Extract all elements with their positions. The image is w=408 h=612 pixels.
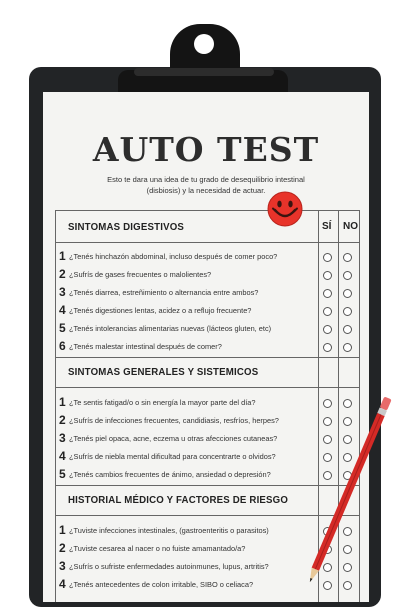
column-header-si: SÍ	[322, 221, 332, 232]
row-divider	[56, 242, 359, 243]
page-subtitle: Esto te dara una idea de tu grado de desequilibrio intestinal (disbiosis) y la necesidad de actuar.	[107, 175, 305, 195]
question-row	[56, 283, 359, 301]
question-number: 5	[59, 467, 66, 481]
section-title-digestivos: SINTOMAS DIGESTIVOS	[68, 221, 185, 233]
questionnaire-table	[55, 210, 360, 602]
smiley-sticker-icon	[267, 191, 303, 227]
answer-si-radio[interactable]	[323, 563, 332, 572]
answer-si-radio[interactable]	[323, 399, 332, 408]
question-number: 3	[59, 559, 66, 573]
clipboard-clip-hole	[194, 34, 214, 54]
question-text: ¿Te sentis fatigad/o o sin energía la mayor parte del día?	[69, 398, 256, 407]
test-sheet	[43, 92, 369, 602]
answer-no-radio[interactable]	[343, 453, 352, 462]
question-number: 2	[59, 413, 66, 427]
question-text: ¿Tenés intolerancias alimentarias nuevas (lácteos gluten, etc)	[69, 324, 272, 333]
question-text: ¿Tenés antecedentes de colon irritable, SIBO o celiaca?	[69, 580, 254, 589]
question-number: 3	[59, 431, 66, 445]
answer-si-radio[interactable]	[323, 271, 332, 280]
question-text: ¿Tenés diarrea, estreñimiento o alternancia entre ambos?	[69, 288, 259, 297]
question-number: 5	[59, 321, 66, 335]
question-row	[56, 265, 359, 283]
question-text: ¿Tenés malestar intestinal después de comer?	[69, 342, 222, 351]
question-number: 2	[59, 267, 66, 281]
question-number: 1	[59, 523, 66, 537]
question-text: ¿Sufrís de infecciones frecuentes, candidiasis, resfríos, herpes?	[69, 416, 279, 425]
answer-no-radio[interactable]	[343, 545, 352, 554]
question-number: 4	[59, 303, 66, 317]
answer-no-radio[interactable]	[343, 271, 352, 280]
question-row	[56, 411, 359, 429]
answer-si-radio[interactable]	[323, 343, 332, 352]
question-number: 1	[59, 249, 66, 263]
answer-si-radio[interactable]	[323, 581, 332, 590]
question-row	[56, 539, 359, 557]
answer-no-radio[interactable]	[343, 307, 352, 316]
question-row	[56, 575, 359, 593]
row-divider	[56, 485, 359, 486]
question-text: ¿Sufrís o sufriste enfermedades autoinmunes, lupus, artritis?	[69, 562, 269, 571]
question-row	[56, 447, 359, 465]
question-row	[56, 319, 359, 337]
clipboard-clip-hinge	[134, 68, 274, 76]
answer-no-radio[interactable]	[343, 581, 352, 590]
answer-no-radio[interactable]	[343, 417, 352, 426]
page-title: AUTO TEST	[92, 130, 320, 169]
answer-no-radio[interactable]	[343, 289, 352, 298]
answer-si-radio[interactable]	[323, 453, 332, 462]
question-row	[56, 247, 359, 265]
answer-si-radio[interactable]	[323, 325, 332, 334]
answer-si-radio[interactable]	[323, 289, 332, 298]
answer-si-radio[interactable]	[323, 417, 332, 426]
question-text: ¿Tenés digestiones lentas, acidez o a reflujo frecuente?	[69, 306, 252, 315]
question-text: ¿Sufrís de gases frecuentes o malolientes?	[69, 270, 212, 279]
question-number: 3	[59, 285, 66, 299]
answer-si-radio[interactable]	[323, 527, 332, 536]
question-row	[56, 301, 359, 319]
question-number: 6	[59, 339, 66, 353]
question-number: 4	[59, 449, 66, 463]
answer-no-radio[interactable]	[343, 343, 352, 352]
answer-si-radio[interactable]	[323, 253, 332, 262]
question-row	[56, 521, 359, 539]
answer-no-radio[interactable]	[343, 563, 352, 572]
question-text: ¿Sufrís de niebla mental dificultad para concentrarte o olvidos?	[69, 452, 276, 461]
answer-si-radio[interactable]	[323, 545, 332, 554]
answer-no-radio[interactable]	[343, 399, 352, 408]
question-row	[56, 465, 359, 483]
row-divider	[56, 357, 359, 358]
question-row	[56, 429, 359, 447]
question-text: ¿Tenés cambios frecuentes de ánimo, ansiedad o depresión?	[69, 470, 271, 479]
answer-si-radio[interactable]	[323, 471, 332, 480]
question-row	[56, 557, 359, 575]
answer-no-radio[interactable]	[343, 435, 352, 444]
question-text: ¿Tuviste cesarea al nacer o no fuiste amamantado/a?	[69, 544, 246, 553]
answer-no-radio[interactable]	[343, 325, 352, 334]
question-text: ¿Tenés hinchazón abdominal, incluso después de comer poco?	[69, 252, 278, 261]
question-text: ¿Tuviste infecciones intestinales, (gastroenteritis o parasitos)	[69, 526, 269, 535]
answer-no-radio[interactable]	[343, 253, 352, 262]
answer-si-radio[interactable]	[323, 435, 332, 444]
answer-no-radio[interactable]	[343, 527, 352, 536]
question-row	[56, 393, 359, 411]
row-divider	[56, 515, 359, 516]
row-divider	[56, 387, 359, 388]
column-header-no: NO	[343, 221, 358, 232]
answer-si-radio[interactable]	[323, 307, 332, 316]
question-number: 2	[59, 541, 66, 555]
section-title-generales: SINTOMAS GENERALES Y SISTEMICOS	[68, 366, 259, 378]
answer-no-radio[interactable]	[343, 471, 352, 480]
question-number: 4	[59, 577, 66, 591]
section-title-historial: HISTORIAL MÉDICO Y FACTORES DE RIESGO	[68, 494, 289, 506]
question-row	[56, 337, 359, 355]
question-text: ¿Tenés piel opaca, acne, eczema u otras afecciones cutaneas?	[69, 434, 278, 443]
question-number: 1	[59, 395, 66, 409]
